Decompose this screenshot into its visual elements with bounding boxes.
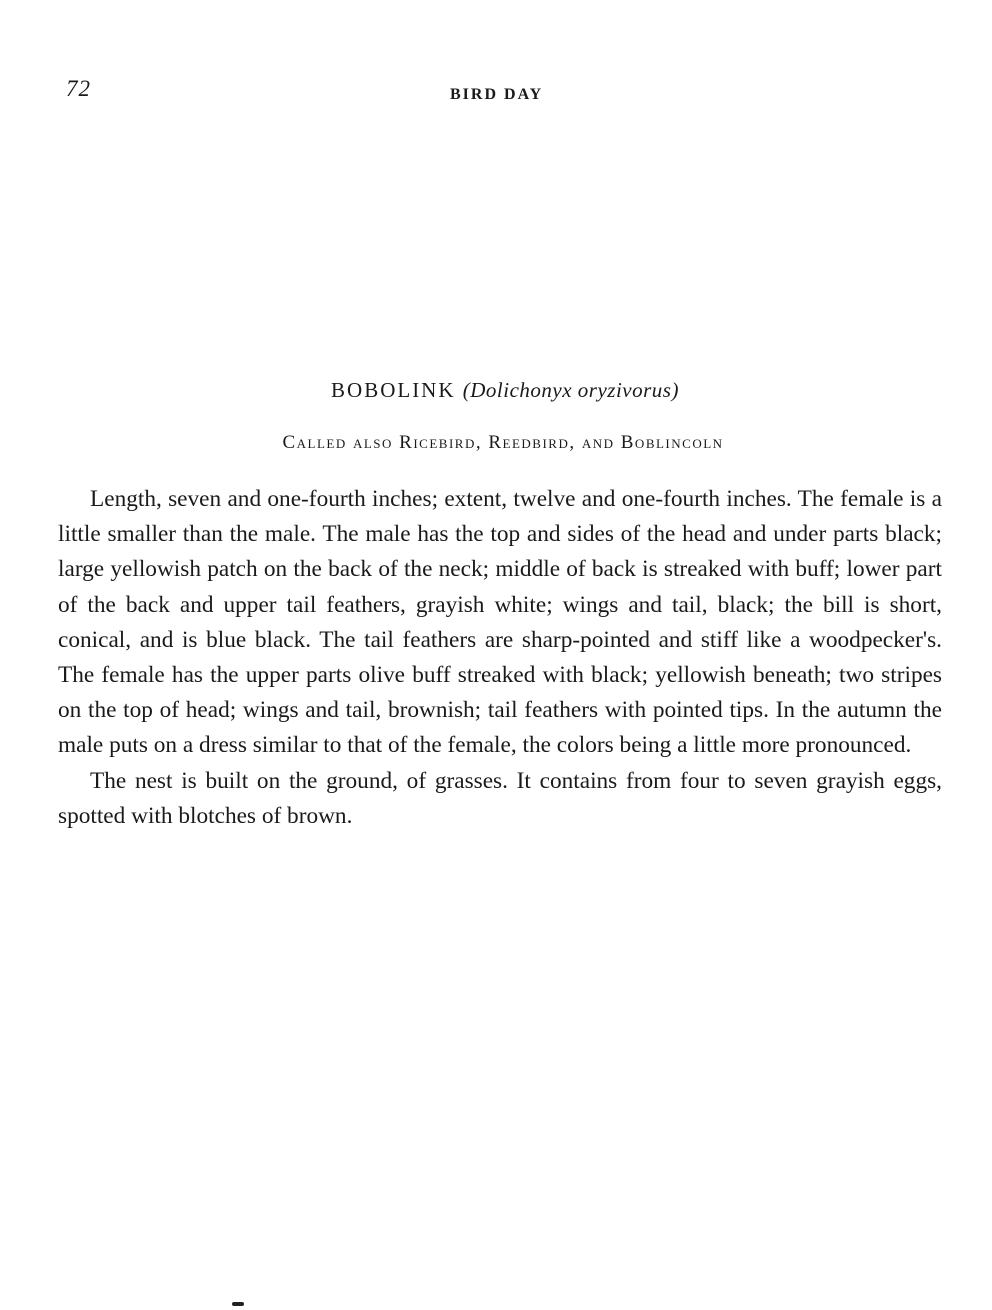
- print-speck: [232, 1302, 244, 1306]
- bird-name: BOBOLINK: [331, 378, 456, 402]
- article-body: [58, 482, 942, 834]
- running-head: BIRD DAY: [450, 86, 544, 103]
- scientific-name: (Dolichonyx oryzivorus): [462, 378, 679, 402]
- article-title: [0, 378, 992, 403]
- paragraph-description: Length, seven and one-fourth inches; extent, twelve and one-fourth inches. The female is a little smaller than the male. The male has the top and sides of the head and under parts black; large yellowish patch on the back of the neck; middle of back is streaked with buff; lower part of the back and upper tail feathers, grayish white; wings and tail, black; the bill is short, conical, and is blue black. The tail feathers are sharp-pointed and stiff like a woodpecker's. The female has the upper parts olive buff streaked with black; yellowish beneath; two stripes on the top of head; wings and tail, brownish; tail feathers with pointed tips. In the autumn the male puts on a dress similar to that of the female, the colors being a little more pronounced.: [58, 486, 942, 759]
- article-subtitle: Called also Ricebird, Reedbird, and Boblincoln: [282, 432, 724, 453]
- paragraph-nest: The nest is built on the ground, of grasses. It contains from four to seven grayish eggs, spotted with blotches of brown.: [58, 767, 942, 829]
- page-number: 72: [66, 76, 91, 101]
